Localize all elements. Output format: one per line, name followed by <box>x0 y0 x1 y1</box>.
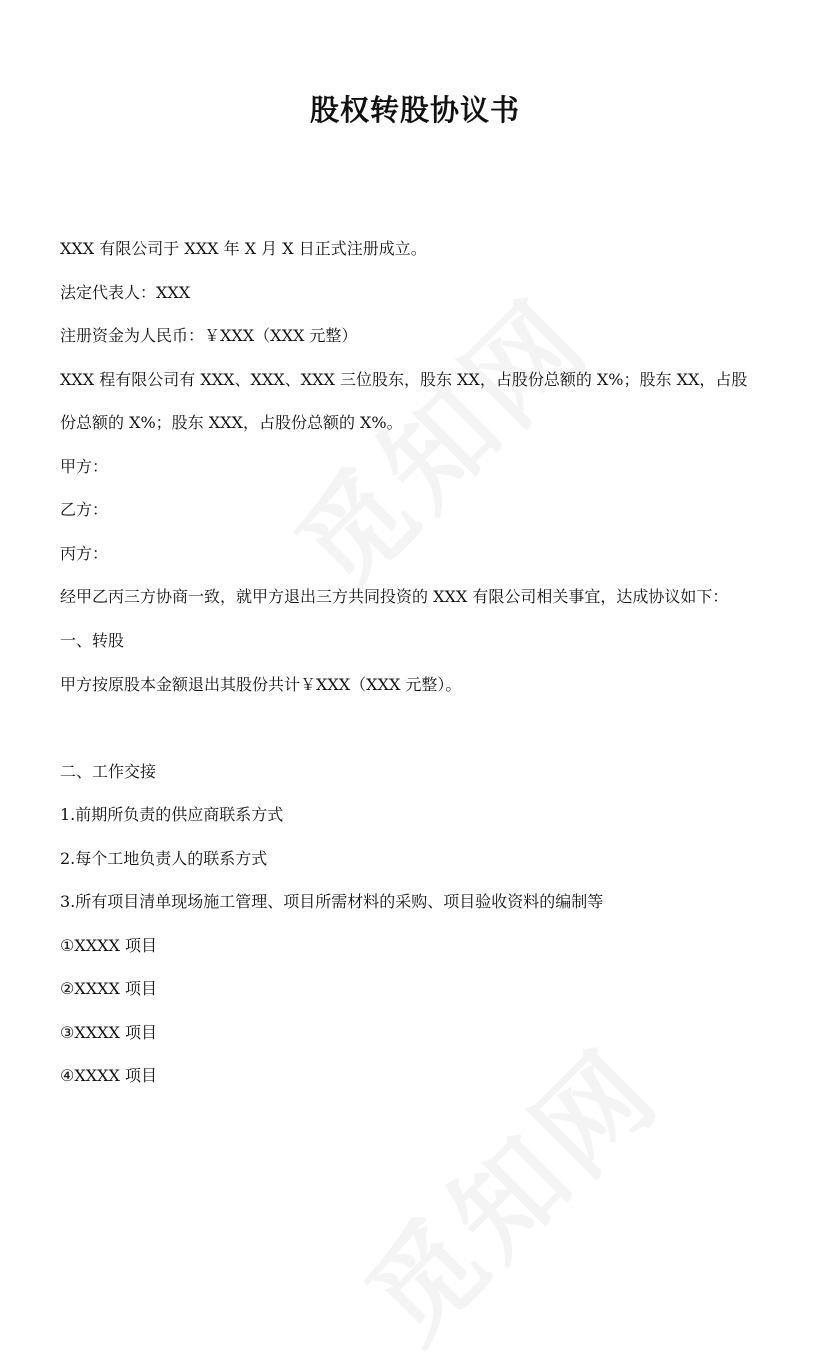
paragraph-registered-capital: 注册资金为人民币：￥XXX（XXX 元整） <box>60 326 358 345</box>
paragraph-transfer-amount: 甲方按原股本金额退出其股份共计￥XXX（XXX 元整）。 <box>60 675 462 694</box>
project-item: ④XXXX 项目 <box>60 1066 157 1085</box>
list-item: 3.所有项目清单现场施工管理、项目所需材料的采购、项目验收资料的编制等 <box>60 892 604 911</box>
section-heading-handover: 二、工作交接 <box>60 762 157 781</box>
paragraph-shareholders-continued: 份总额的 X%；股东 XXX，占股份总额的 X%。 <box>60 413 403 432</box>
watermark <box>326 1008 688 1370</box>
party-a-label: 甲方： <box>60 457 109 476</box>
party-c-label: 丙方： <box>60 544 109 563</box>
project-item: ③XXXX 项目 <box>60 1023 157 1042</box>
list-item: 1.前期所负责的供应商联系方式 <box>60 805 284 824</box>
project-item: ①XXXX 项目 <box>60 936 157 955</box>
project-item: ②XXXX 项目 <box>60 979 157 998</box>
watermark <box>256 258 618 620</box>
list-item: 2.每个工地负责人的联系方式 <box>60 849 268 868</box>
section-heading-transfer: 一、转股 <box>60 631 125 650</box>
paragraph-legal-representative: 法定代表人：XXX <box>60 283 191 302</box>
paragraph-registration: XXX 有限公司于 XXX 年 X 月 X 日正式注册成立。 <box>60 239 427 258</box>
paragraph-shareholders: XXX 程有限公司有 XXX、XXX、XXX 三位股东，股东 XX，占股份总额的 X%；股东 XX，占股 <box>60 370 748 389</box>
party-b-label: 乙方： <box>60 500 109 519</box>
paragraph-agreement-intro: 经甲乙丙三方协商一致，就甲方退出三方共同投资的 XXX 有限公司相关事宜，达成协议如下： <box>60 587 729 606</box>
document-title: 股权转股协议书 <box>309 93 520 127</box>
